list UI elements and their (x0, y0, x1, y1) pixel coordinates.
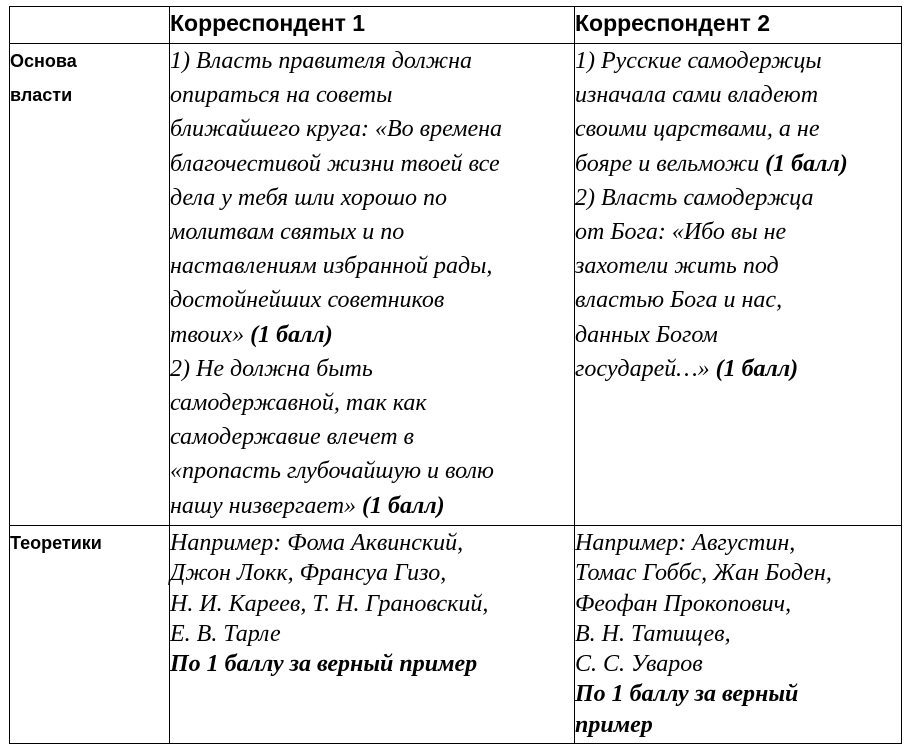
text-line: 1) Русские самодержцы (575, 48, 822, 74)
text-line: своими царствами, а не (575, 116, 820, 143)
text-line: В. Н. Татищев, (575, 620, 731, 647)
basis-correspondent-1 (170, 44, 575, 526)
theory-correspondent-2 (575, 526, 902, 744)
text-line: достойнейших советников (170, 287, 445, 314)
text-line: опираться на советы (170, 82, 393, 109)
points-label: (1 балл) (250, 321, 333, 348)
row-label-basis (10, 44, 170, 526)
answer-table (9, 6, 902, 744)
text-line: дела у тебя шли хорошо по (170, 184, 447, 211)
text-line: твоих» (1 балл) (170, 321, 333, 348)
text-line: Например: Августин, (575, 530, 796, 556)
text-line: бояре и вельможи (1 балл) (575, 150, 848, 177)
text-line: данных Богом (575, 321, 718, 348)
text-line: захотели жить под (575, 253, 779, 280)
corner-cell (10, 7, 170, 44)
text-line: самодержавной, так как (170, 390, 427, 417)
scoring-note: По 1 баллу за верный (575, 681, 799, 708)
scoring-note: По 1 баллу за верный пример (170, 651, 478, 678)
points-label: (1 балл) (765, 150, 848, 177)
text-line: 2) Власть самодержца (575, 184, 814, 211)
text-line: благочестивой жизни твоей все (170, 150, 500, 177)
points-label: (1 балл) (362, 492, 445, 519)
text-line: ближайшего круга: «Во времена (170, 116, 503, 143)
text-line: Джон Локк, Франсуа Гизо, (170, 560, 447, 587)
header-correspondent-1: Корреспондент 1 (170, 7, 575, 44)
text-line: Н. И. Кареев, Т. Н. Грановский, (170, 590, 489, 617)
text-line: наставлениям избранной рады, (170, 253, 493, 280)
row-label-line: власти (10, 85, 73, 105)
basis-correspondent-2 (575, 44, 902, 526)
header-row (10, 7, 902, 44)
points-label: (1 балл) (715, 355, 799, 382)
text-line: Феофан Прокопович, (575, 590, 792, 617)
text-line: нашу низвергает» (1 балл) (170, 492, 445, 519)
text-line: Например: Фома Аквинский, (170, 530, 464, 556)
row-label-theorists: Теоретики (10, 526, 170, 744)
text-line: властью Бога и нас, (575, 287, 783, 314)
header-correspondent-2: Корреспондент 2 (575, 7, 902, 44)
text-line: от Бога: «Ибо вы не (575, 219, 787, 246)
scoring-note: пример (575, 711, 653, 738)
text-line: С. С. Уваров (575, 651, 703, 678)
text-line: Томас Гоббс, Жан Боден, (575, 560, 832, 587)
text-line: государей…» (1 балл) (575, 355, 799, 382)
text-line: самодержавие влечет в (170, 424, 414, 451)
text-line: «пропасть глубочайшую и волю (170, 458, 494, 485)
theory-row (10, 526, 902, 744)
text-line: 1) Власть правителя должна (170, 48, 472, 74)
text-line: 2) Не должна быть (170, 355, 373, 382)
theory-correspondent-1 (170, 526, 575, 744)
text-line: молитвам святых и по (170, 219, 405, 246)
text-line: изначала сами владеют (575, 82, 819, 109)
row-label-line: Основа (10, 51, 77, 71)
basis-row (10, 44, 902, 526)
text-line: Е. В. Тарле (170, 620, 281, 647)
